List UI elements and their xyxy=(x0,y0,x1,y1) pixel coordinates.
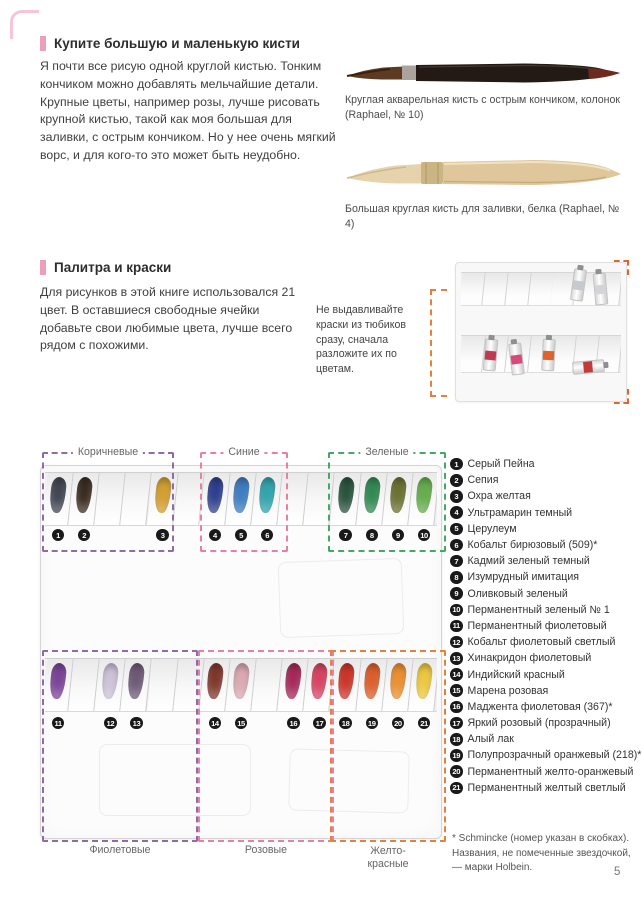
tube-label-band xyxy=(583,361,593,373)
paint-name: Изумрудный имитация xyxy=(467,571,580,584)
paint-number-badge: 16 xyxy=(287,717,300,730)
group-label-yellowreds: Желто-красные xyxy=(354,845,422,871)
paint-tube xyxy=(572,359,605,375)
paint-list-item xyxy=(450,472,642,488)
group-label-greens: Зеленые xyxy=(360,446,413,458)
paint-name: Марена розовая xyxy=(467,684,549,697)
paint-list-item xyxy=(450,666,642,682)
paint-name: Кадмий зеленый темный xyxy=(467,555,590,568)
paint-tube xyxy=(593,272,609,305)
paint-number-badge: 18 xyxy=(339,717,352,730)
round-brush-icon xyxy=(344,56,624,92)
palette-with-tubes-photo xyxy=(455,262,627,402)
palette-diagram xyxy=(40,444,442,868)
paint-number-badge: 1 xyxy=(450,458,463,471)
mini-well xyxy=(505,273,531,305)
wash-brush-icon xyxy=(344,150,624,200)
brushes-paragraph: Я почти все рисую одной круглой кистью. Тонким кончиком можно добавлять мельчайшие детали. Крупные цветы, например розы, лучше рисовать крупной кистью, такой как моя большая для заливки, с острым кончиком. Но у нее очень мягкий ворс, и для кого-то это может быть неудобно. xyxy=(40,59,336,163)
paint-number-badge: 6 xyxy=(261,529,274,542)
paint-number-badge: 14 xyxy=(209,717,222,730)
paint-name: Перманентный фиолетовый xyxy=(467,619,607,632)
paint-list-item xyxy=(450,521,642,537)
group-label-browns: Коричневые xyxy=(73,446,143,458)
paint-list-item xyxy=(450,618,642,634)
paint-number-badge: 10 xyxy=(418,529,431,542)
page-corner-decoration xyxy=(10,10,39,39)
group-box-pinks xyxy=(198,650,334,856)
paint-number-badge: 8 xyxy=(450,571,463,584)
paint-number-badge: 19 xyxy=(450,749,463,762)
paint-number-badge: 8 xyxy=(366,529,379,542)
tube-label-band xyxy=(595,285,607,295)
paint-number-badge: 13 xyxy=(450,652,463,665)
group-box-yellowreds xyxy=(330,650,446,870)
paint-list-item xyxy=(450,634,642,650)
paint-list-item xyxy=(450,569,642,585)
paint-list-item xyxy=(450,602,642,618)
crop-mark-top-right xyxy=(614,260,629,275)
tube-label-band xyxy=(572,280,584,290)
paint-list-item xyxy=(450,505,642,521)
paint-name: Церулеум xyxy=(467,522,517,535)
paint-list-item xyxy=(450,747,642,763)
paint-tube xyxy=(483,338,499,371)
tube-label-band xyxy=(485,351,497,361)
section-brushes-title: Купите большую и маленькую кисти xyxy=(54,36,300,51)
tube-cap xyxy=(511,339,518,345)
section-brushes-heading xyxy=(40,36,300,51)
group-box-blues xyxy=(200,446,288,552)
paint-number-badge: 10 xyxy=(450,604,463,617)
paint-name: Оливковый зеленый xyxy=(467,587,568,600)
paint-number-badge: 20 xyxy=(450,765,463,778)
heading-accent-bar xyxy=(40,260,46,275)
group-label-violets: Фиолетовые xyxy=(84,844,155,856)
paint-number-badge: 15 xyxy=(235,717,248,730)
paint-list-item xyxy=(450,683,642,699)
paint-name: Ультрамарин темный xyxy=(467,506,573,519)
paint-number-badge: 18 xyxy=(450,733,463,746)
palette-note: Не выдавливайте краски из тюбиков сразу, сначала разложите их по цветам. xyxy=(316,304,406,376)
paint-list-item xyxy=(450,780,642,796)
paint-number-badge: 5 xyxy=(235,529,248,542)
number-slot xyxy=(176,528,202,542)
note-bracket xyxy=(430,289,447,397)
paint-number-badge: 5 xyxy=(450,523,463,536)
paint-number-badge: 19 xyxy=(366,717,379,730)
paint-list-item xyxy=(450,764,642,780)
paint-name: Маджента фиолетовая (367)* xyxy=(467,700,613,713)
paint-list-item xyxy=(450,650,642,666)
group-label-blues: Синие xyxy=(223,446,264,458)
page-number: 5 xyxy=(614,866,621,878)
section-palette-heading xyxy=(40,260,171,275)
paint-name: Алый лак xyxy=(467,733,514,746)
paint-number-badge: 11 xyxy=(450,620,463,633)
paint-name: Сепия xyxy=(467,474,499,487)
paint-list-item xyxy=(450,456,642,472)
section-palette-title: Палитра и краски xyxy=(54,260,172,275)
paint-tube xyxy=(541,339,556,372)
paint-name: Серый Пейна xyxy=(467,458,535,471)
paint-name: Перманентный желтый светлый xyxy=(467,781,626,794)
paint-number-badge: 12 xyxy=(450,636,463,649)
paint-name: Индийский красный xyxy=(467,668,565,681)
paint-number-badge: 7 xyxy=(339,529,352,542)
brush-small-image xyxy=(344,56,624,92)
paint-name: Яркий розовый (прозрачный) xyxy=(467,717,611,730)
group-box-greens xyxy=(328,446,446,552)
paint-name: Полупрозрачный оранжевый (218)* xyxy=(467,749,642,762)
paint-name: Охра желтая xyxy=(467,490,531,503)
paint-number-badge: 11 xyxy=(52,717,65,730)
paint-list-item xyxy=(450,699,642,715)
paint-list-item xyxy=(450,537,642,553)
paint-list-item xyxy=(450,553,642,569)
paint-number-badge: 12 xyxy=(104,717,117,730)
paint-number-badge: 7 xyxy=(450,555,463,568)
paint-number-badge: 9 xyxy=(392,529,405,542)
mixing-area xyxy=(278,558,405,638)
paint-number-badge: 13 xyxy=(130,717,143,730)
group-box-browns xyxy=(42,446,174,552)
paint-list-item xyxy=(450,586,642,602)
paint-number-badge: 17 xyxy=(313,717,326,730)
tube-cap xyxy=(603,362,609,368)
paint-number-badge: 15 xyxy=(450,684,463,697)
paint-name: Перманентный зеленый № 1 xyxy=(467,603,610,616)
paint-list-item xyxy=(450,731,642,747)
tube-cap xyxy=(488,335,494,341)
paint-number-badge: 17 xyxy=(450,717,463,730)
tube-cap xyxy=(546,335,552,340)
brush-small-caption: Круглая акварельная кисть с острым кончиком, колонок (Raphael, № 10) xyxy=(345,94,621,121)
tube-cap xyxy=(577,265,584,271)
heading-accent-bar xyxy=(40,36,46,51)
paint-number-badge: 2 xyxy=(450,474,463,487)
paint-number-badge: 21 xyxy=(450,782,463,795)
footnote: * Schmincke (номер указан в скобках). Названия, не помеченные звездочкой, — марки Holbein. xyxy=(452,833,631,873)
paint-number-badge: 1 xyxy=(52,529,65,542)
crop-mark-bottom-right xyxy=(614,389,629,404)
tube-label-band xyxy=(511,354,523,364)
paint-number-badge: 4 xyxy=(209,529,222,542)
paint-number-badge: 14 xyxy=(450,668,463,681)
paint-name: Хинакридон фиолетовый xyxy=(467,652,592,665)
paint-name: Кобальт бирюзовый (509)* xyxy=(467,539,598,552)
tube-cap xyxy=(595,269,601,275)
brush-large-image xyxy=(344,150,624,200)
paint-number-badge: 6 xyxy=(450,539,463,552)
paint-list-item xyxy=(450,715,642,731)
paint-list xyxy=(450,456,642,796)
paint-number-badge: 3 xyxy=(156,529,169,542)
paint-name: Кобальт фиолетовый светлый xyxy=(467,636,616,649)
group-label-pinks: Розовые xyxy=(240,844,292,856)
paint-number-badge: 21 xyxy=(418,717,431,730)
tube-label-band xyxy=(543,351,554,361)
paint-number-badge: 3 xyxy=(450,490,463,503)
paint-number-badge: 16 xyxy=(450,701,463,714)
mini-well xyxy=(482,273,508,305)
paint-name: Перманентный желто-оранжевый xyxy=(467,765,634,778)
paint-list-item xyxy=(450,488,642,504)
group-box-violets xyxy=(42,650,198,856)
palette-paragraph: Для рисунков в этой книге использовался 21 цвет. В оставшиеся свободные ячейки добавьте свои любимые цвета, лучше всего рядом с похожими. xyxy=(40,285,296,353)
paint-number-badge: 4 xyxy=(450,506,463,519)
brush-large-caption: Большая круглая кисть для заливки, белка (Raphael, № 4) xyxy=(345,203,620,230)
paint-number-badge: 9 xyxy=(450,587,463,600)
paint-number-badge: 2 xyxy=(78,529,91,542)
paint-number-badge: 20 xyxy=(392,717,405,730)
